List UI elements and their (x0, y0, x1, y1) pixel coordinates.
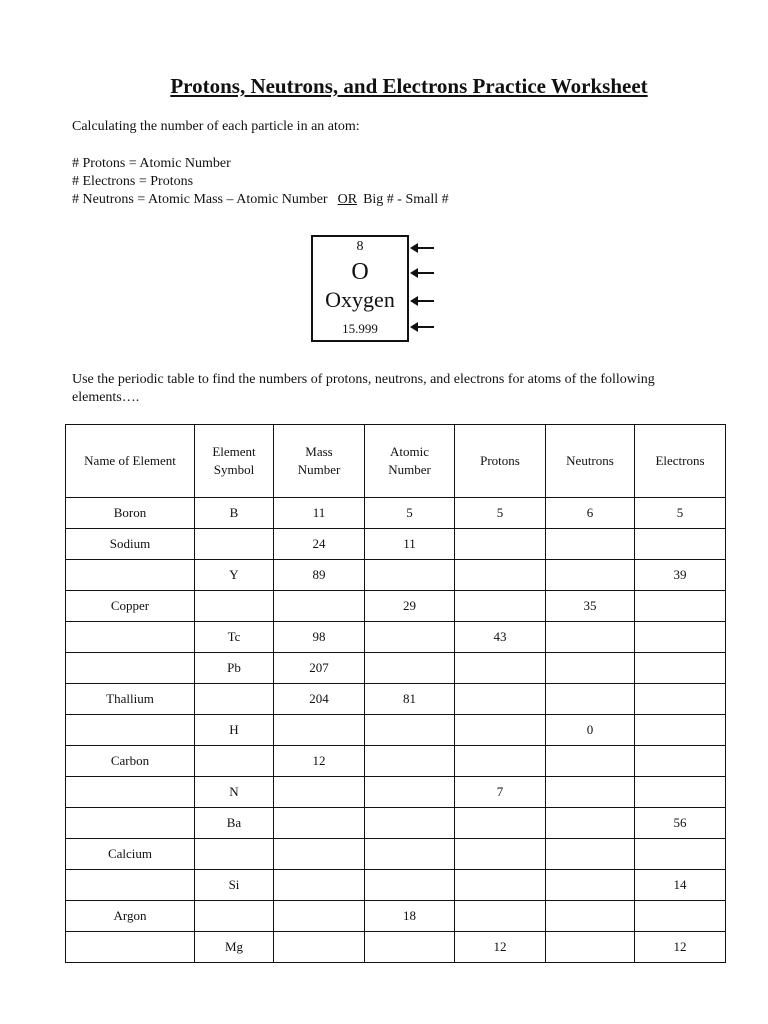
cell-neutrons[interactable] (546, 653, 635, 684)
arrow-left-icon (410, 268, 434, 278)
arrow-left-icon (410, 322, 434, 332)
table-row (66, 498, 726, 529)
worksheet-title: Protons, Neutrons, and Electrons Practice Worksheet (170, 74, 648, 98)
cell-neutrons[interactable] (546, 746, 635, 777)
elements-table (65, 424, 726, 963)
cell-name[interactable] (66, 808, 195, 839)
cell-neutrons[interactable] (546, 684, 635, 715)
cell-mass-number[interactable] (274, 591, 365, 622)
cell-symbol[interactable]: Y (195, 560, 274, 591)
table-row (66, 901, 726, 932)
cell-neutrons[interactable] (546, 808, 635, 839)
cell-atomic-number[interactable] (365, 715, 455, 746)
header-atomic-number: Atomic Number (365, 425, 455, 498)
cell-atomic-number[interactable]: 5 (365, 498, 455, 529)
cell-symbol[interactable]: N (195, 777, 274, 808)
cell-neutrons[interactable]: 0 (546, 715, 635, 746)
cell-protons[interactable] (455, 684, 546, 715)
cell-symbol[interactable] (195, 901, 274, 932)
cell-mass-number[interactable] (274, 839, 365, 870)
cell-neutrons[interactable] (546, 777, 635, 808)
example-atomic-number: 8 (356, 239, 364, 254)
cell-mass-number[interactable]: 12 (274, 746, 365, 777)
formula-list (72, 155, 449, 209)
neutrons-formula: # Neutrons = Atomic Mass – Atomic Number (72, 192, 328, 207)
cell-electrons[interactable] (635, 622, 726, 653)
cell-protons[interactable] (455, 808, 546, 839)
cell-name[interactable] (66, 560, 195, 591)
cell-protons[interactable] (455, 591, 546, 622)
header-neutrons: Neutrons (546, 425, 635, 498)
cell-mass-number[interactable] (274, 808, 365, 839)
instruction-text: Use the periodic table to find the numbers of protons, neutrons, and electrons for atoms of the following elements…. (72, 372, 655, 405)
cell-electrons[interactable] (635, 591, 726, 622)
or-keyword: OR (337, 192, 358, 207)
cell-name[interactable] (66, 932, 195, 963)
cell-protons[interactable] (455, 839, 546, 870)
header-protons: Protons (455, 425, 546, 498)
protons-formula: # Protons = Atomic Number (72, 156, 231, 171)
cell-protons[interactable] (455, 901, 546, 932)
cell-neutrons[interactable]: 6 (546, 498, 635, 529)
cell-symbol[interactable]: H (195, 715, 274, 746)
header-mass-number: Mass Number (274, 425, 365, 498)
cell-electrons[interactable] (635, 839, 726, 870)
cell-protons[interactable] (455, 870, 546, 901)
table-row (66, 932, 726, 963)
cell-electrons[interactable] (635, 777, 726, 808)
cell-atomic-number[interactable]: 18 (365, 901, 455, 932)
cell-name[interactable]: Calcium (66, 839, 195, 870)
cell-atomic-number[interactable] (365, 653, 455, 684)
cell-neutrons[interactable] (546, 839, 635, 870)
cell-mass-number[interactable] (274, 777, 365, 808)
table-row (66, 591, 726, 622)
neutrons-formula-line (72, 191, 449, 209)
table-row (66, 653, 726, 684)
cell-electrons[interactable]: 12 (635, 932, 726, 963)
cell-name[interactable]: Boron (66, 498, 195, 529)
cell-name[interactable]: Carbon (66, 746, 195, 777)
cell-name[interactable] (66, 777, 195, 808)
example-element-box (311, 235, 409, 342)
table-row (66, 870, 726, 901)
cell-symbol[interactable]: Tc (195, 622, 274, 653)
arrow-left-icon (410, 243, 434, 253)
table-row (66, 622, 726, 653)
cell-electrons[interactable]: 39 (635, 560, 726, 591)
cell-protons[interactable]: 12 (455, 932, 546, 963)
cell-neutrons[interactable] (546, 932, 635, 963)
cell-name[interactable]: Thallium (66, 684, 195, 715)
example-element-symbol: O (351, 259, 369, 285)
cell-atomic-number[interactable] (365, 777, 455, 808)
cell-neutrons[interactable] (546, 870, 635, 901)
cell-atomic-number[interactable]: 81 (365, 684, 455, 715)
cell-protons[interactable]: 7 (455, 777, 546, 808)
table-row (66, 808, 726, 839)
cell-atomic-number[interactable] (365, 932, 455, 963)
cell-mass-number[interactable] (274, 932, 365, 963)
electrons-formula: # Electrons = Protons (72, 174, 194, 189)
cell-symbol[interactable] (195, 529, 274, 560)
cell-mass-number[interactable] (274, 870, 365, 901)
cell-atomic-number[interactable] (365, 622, 455, 653)
cell-symbol[interactable]: Si (195, 870, 274, 901)
cell-protons[interactable]: 43 (455, 622, 546, 653)
cell-mass-number[interactable]: 207 (274, 653, 365, 684)
cell-name[interactable] (66, 870, 195, 901)
table-row (66, 715, 726, 746)
example-element-name: Oxygen (325, 287, 395, 312)
cell-electrons[interactable] (635, 684, 726, 715)
cell-electrons[interactable] (635, 746, 726, 777)
table-header-row (66, 425, 726, 498)
cell-protons[interactable]: 5 (455, 498, 546, 529)
table-row (66, 777, 726, 808)
cell-name[interactable] (66, 653, 195, 684)
cell-electrons[interactable]: 56 (635, 808, 726, 839)
cell-name[interactable]: Argon (66, 901, 195, 932)
example-atomic-mass: 15.999 (342, 321, 378, 336)
cell-atomic-number[interactable] (365, 808, 455, 839)
cell-mass-number[interactable]: 98 (274, 622, 365, 653)
cell-electrons[interactable] (635, 529, 726, 560)
header-name: Name of Element (66, 425, 195, 498)
cell-neutrons[interactable] (546, 560, 635, 591)
cell-neutrons[interactable] (546, 901, 635, 932)
cell-protons[interactable] (455, 529, 546, 560)
cell-mass-number[interactable] (274, 901, 365, 932)
cell-electrons[interactable] (635, 901, 726, 932)
cell-symbol[interactable]: Mg (195, 932, 274, 963)
cell-atomic-number[interactable] (365, 839, 455, 870)
arrow-left-icon (410, 296, 434, 306)
cell-name[interactable] (66, 622, 195, 653)
cell-name[interactable]: Copper (66, 591, 195, 622)
cell-electrons[interactable] (635, 715, 726, 746)
table-row (66, 684, 726, 715)
cell-neutrons[interactable] (546, 529, 635, 560)
cell-atomic-number[interactable]: 11 (365, 529, 455, 560)
cell-symbol[interactable] (195, 684, 274, 715)
cell-electrons[interactable]: 14 (635, 870, 726, 901)
cell-atomic-number[interactable] (365, 746, 455, 777)
cell-mass-number[interactable]: 11 (274, 498, 365, 529)
cell-mass-number[interactable]: 24 (274, 529, 365, 560)
cell-atomic-number[interactable] (365, 560, 455, 591)
cell-symbol[interactable] (195, 839, 274, 870)
table-row (66, 839, 726, 870)
cell-protons[interactable] (455, 715, 546, 746)
cell-symbol[interactable] (195, 746, 274, 777)
cell-atomic-number[interactable] (365, 870, 455, 901)
cell-symbol[interactable]: Ba (195, 808, 274, 839)
alt-formula: Big # - Small # (363, 192, 449, 207)
cell-symbol[interactable]: B (195, 498, 274, 529)
table-body (66, 498, 726, 963)
cell-mass-number[interactable]: 89 (274, 560, 365, 591)
cell-name[interactable] (66, 715, 195, 746)
cell-name[interactable]: Sodium (66, 529, 195, 560)
cell-protons[interactable] (455, 560, 546, 591)
cell-mass-number[interactable] (274, 715, 365, 746)
cell-electrons[interactable]: 5 (635, 498, 726, 529)
table-row (66, 560, 726, 591)
intro-text: Calculating the number of each particle in an atom: (72, 119, 360, 134)
cell-mass-number[interactable]: 204 (274, 684, 365, 715)
cell-atomic-number[interactable]: 29 (365, 591, 455, 622)
header-electrons: Electrons (635, 425, 726, 498)
cell-symbol[interactable] (195, 591, 274, 622)
cell-protons[interactable] (455, 653, 546, 684)
cell-protons[interactable] (455, 746, 546, 777)
table-row (66, 746, 726, 777)
header-symbol: Element Symbol (195, 425, 274, 498)
table-row (66, 529, 726, 560)
cell-neutrons[interactable]: 35 (546, 591, 635, 622)
cell-electrons[interactable] (635, 653, 726, 684)
cell-symbol[interactable]: Pb (195, 653, 274, 684)
cell-neutrons[interactable] (546, 622, 635, 653)
